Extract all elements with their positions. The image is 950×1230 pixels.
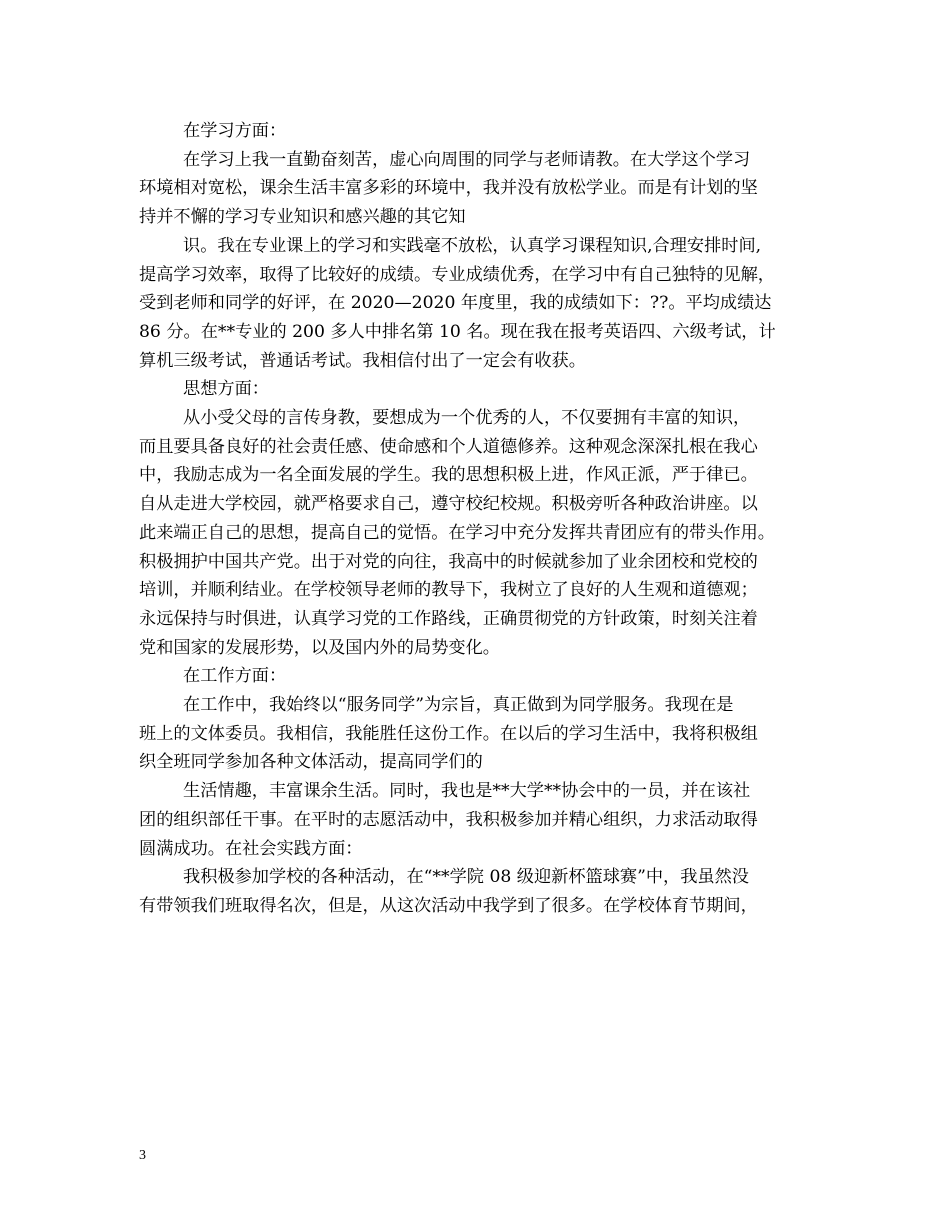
- paragraph-line: 积极拥护中国共产党。出于对党的向往，我高中的时候就参加了业余团校和党校的: [139, 551, 758, 572]
- paragraph-line: 在工作中，我始终以“服务同学”为宗旨，真正做到为同学服务。我现在是: [183, 695, 734, 716]
- paragraph-line: 在学习方面：: [183, 121, 287, 141]
- paragraph-line: 算机三级考试，普通话考试。我相信付出了一定会有收获。: [139, 350, 586, 371]
- paragraph-line: 识。我在专业课上的学习和实践毫不放松，认真学习课程知识,合理安排时间,: [183, 235, 762, 256]
- paragraph: [139, 232, 819, 376]
- paragraph-line: 培训，并顺利结业。在学校领导老师的教导下，我树立了良好的人生观和道德观；: [139, 580, 758, 601]
- paragraph-line: 在工作方面：: [183, 666, 287, 687]
- paragraph-line: 生活情趣，丰富课余生活。同时，我也是**大学**协会中的一员，并在该社: [183, 781, 751, 802]
- paragraph: [139, 375, 819, 404]
- paragraph: [139, 777, 819, 863]
- paragraph: [139, 146, 819, 232]
- paragraph-line: 班上的文体委员。我相信，我能胜任这份工作。在以后的学习生活中，我将积极组: [139, 723, 758, 744]
- paragraph: [139, 863, 819, 920]
- paragraph-line: 持并不懈的学习专业知识和感兴趣的其它知: [139, 207, 466, 228]
- paragraph-line: 从小受父母的言传身教，要想成为一个优秀的人，不仅要拥有丰富的知识，: [183, 408, 751, 429]
- paragraph-line: 自从走进大学校园，就严格要求自己，遵守校纪校规。积极旁听各种政治讲座。以: [139, 494, 758, 515]
- document-body: [139, 117, 819, 921]
- paragraph-line: 86 分。在**专业的 200 多人中排名第 10 名。现在我在报考英语四、六级考试，计: [139, 321, 776, 342]
- paragraph-line: 在学习上我一直勤奋刻苦，虚心向周围的同学与老师请教。在大学这个学习: [183, 149, 751, 170]
- paragraph-line: 永远保持与时俱进，认真学习党的工作路线，正确贯彻党的方针政策，时刻关注着: [139, 608, 758, 629]
- paragraph-line: 环境相对宽松，课余生活丰富多彩的环境中，我并没有放松学业。而是有计划的坚: [139, 178, 758, 199]
- paragraph-line: 党和国家的发展形势，以及国内外的局势变化。: [139, 637, 500, 658]
- paragraph-line: 织全班同学参加各种文体活动，提高同学们的: [139, 752, 483, 773]
- paragraph-line: 圆满成功。在社会实践方面：: [139, 838, 363, 859]
- paragraph: [139, 691, 819, 777]
- paragraph-line: 有带领我们班取得名次，但是，从这次活动中我学到了很多。在学校体育节期间，: [139, 895, 758, 916]
- paragraph-line: 提高学习效率，取得了比较好的成绩。专业成绩优秀，在学习中有自己独特的见解，: [139, 264, 775, 285]
- paragraph: [139, 117, 819, 146]
- paragraph-line: 中，我励志成为一名全面发展的学生。我的思想积极上进，作风正派，严于律已。: [139, 465, 758, 486]
- paragraph-line: 思想方面：: [183, 379, 269, 400]
- page-number: 3: [139, 1148, 146, 1163]
- paragraph: [139, 404, 819, 662]
- paragraph-line: 受到老师和同学的好评，在 2020—2020 年度里，我的成绩如下：??。平均成绩达: [139, 293, 772, 314]
- paragraph-line: 而且要具备良好的社会责任感、使命感和个人道德修养。这种观念深深扎根在我心: [139, 436, 758, 457]
- paragraph: [139, 662, 819, 691]
- paragraph-line: 此来端正自己的思想，提高自己的觉悟。在学习中充分发挥共青团应有的带头作用。: [139, 522, 775, 543]
- paragraph-line: 团的组织部任干事。在平时的志愿活动中，我积极参加并精心组织，力求活动取得: [139, 809, 758, 830]
- paragraph-line: 我积极参加学校的各种活动，在“**学院 08 级迎新杯篮球赛”中，我虽然没: [183, 867, 749, 888]
